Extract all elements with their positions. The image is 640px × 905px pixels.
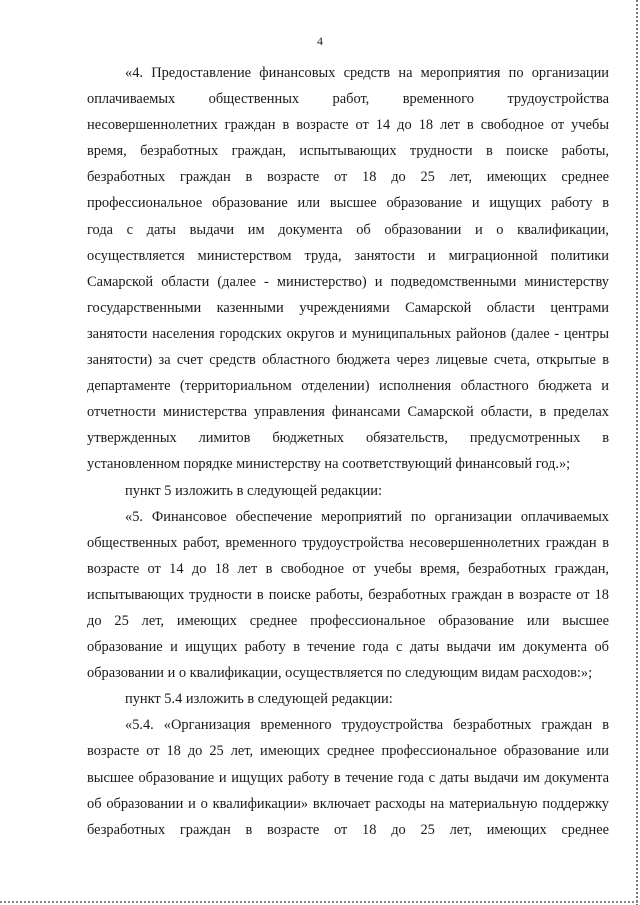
paragraph-line: испытывающих трудности в поиске работы, безработных граждан в возрасте от 18 <box>87 586 609 603</box>
paragraph-line: государственными казенными учреждениями Самарской области центрами <box>87 299 609 316</box>
paragraph-line: об образовании и о квалификации» включает расходы на материальную поддержку <box>87 795 609 812</box>
paragraph-line: утвержденных лимитов бюджетных обязательств, предусмотренных в <box>87 430 609 447</box>
paragraph-line: оплачиваемых общественных работ, временного трудоустройства <box>87 91 609 108</box>
paragraph-line: несовершеннолетних граждан в возрасте от 14 до 18 лет в свободное от учебы <box>87 117 609 134</box>
scan-edge-right <box>636 0 638 905</box>
scan-edge-bottom <box>0 901 640 903</box>
paragraph-line: Самарской области (далее - министерство) и подведомственными министерству <box>87 273 609 290</box>
paragraph-line: образование и ищущих работу в течение года с даты выдачи им документа об <box>87 639 609 656</box>
paragraph-line: время, безработных граждан, испытывающих трудности в поиске работы, <box>87 143 609 160</box>
paragraph-line: занятости) за счет средств областного бюджета через лицевые счета, открытые в <box>87 352 609 369</box>
paragraph-line: возрасте от 14 до 18 лет в свободное от учебы время, безработных граждан, <box>87 560 609 577</box>
paragraph-line: установленном порядке министерству на соответствующий финансовый год.»; <box>87 456 571 473</box>
paragraph-line: общественных работ, временного трудоустройства несовершеннолетних граждан в <box>87 534 609 551</box>
paragraph-line: безработных граждан в возрасте от 18 до 25 лет, имеющих среднее <box>87 821 609 838</box>
document-body <box>87 60 609 843</box>
paragraph-line: образовании и о квалификации, осуществляется по следующим видам расходов:»; <box>87 665 593 682</box>
paragraph-line: до 25 лет, имеющих среднее профессиональное образование или высшее <box>87 612 609 629</box>
paragraph-line: возрасте от 18 до 25 лет, имеющих среднее профессиональное образование или <box>87 743 609 760</box>
paragraph-line: «5. Финансовое обеспечение мероприятий по организации оплачиваемых <box>125 508 609 525</box>
paragraph-line: «4. Предоставление финансовых средств на мероприятия по организации <box>125 65 609 81</box>
paragraph-line: «5.4. «Организация временного трудоустройства безработных граждан в <box>125 717 609 734</box>
paragraph-line: года с даты выдачи им документа об образовании и о квалификации, <box>87 221 609 238</box>
paragraph-line: профессиональное образование или высшее образование и ищущих работу в <box>87 195 609 212</box>
paragraph-line: безработных граждан в возрасте от 18 до 25 лет, имеющих среднее <box>87 169 609 186</box>
paragraph-line: осуществляется министерством труда, занятости и миграционной политики <box>87 247 609 264</box>
page-number: 4 <box>317 34 323 48</box>
paragraph-line: пункт 5 изложить в следующей редакции: <box>125 482 382 499</box>
paragraph-line: занятости населения городских округов и муниципальных районов (далее - центры <box>87 325 609 342</box>
paragraph-line: высшее образование и ищущих работу в течение года с даты выдачи им документа <box>87 769 609 786</box>
paragraph-line: отчетности министерства управления финансами Самарской области, в пределах <box>87 404 609 421</box>
paragraph-line: департаменте (территориальном отделении) исполнения областного бюджета и <box>87 378 609 395</box>
paragraph-line: пункт 5.4 изложить в следующей редакции: <box>125 691 393 708</box>
